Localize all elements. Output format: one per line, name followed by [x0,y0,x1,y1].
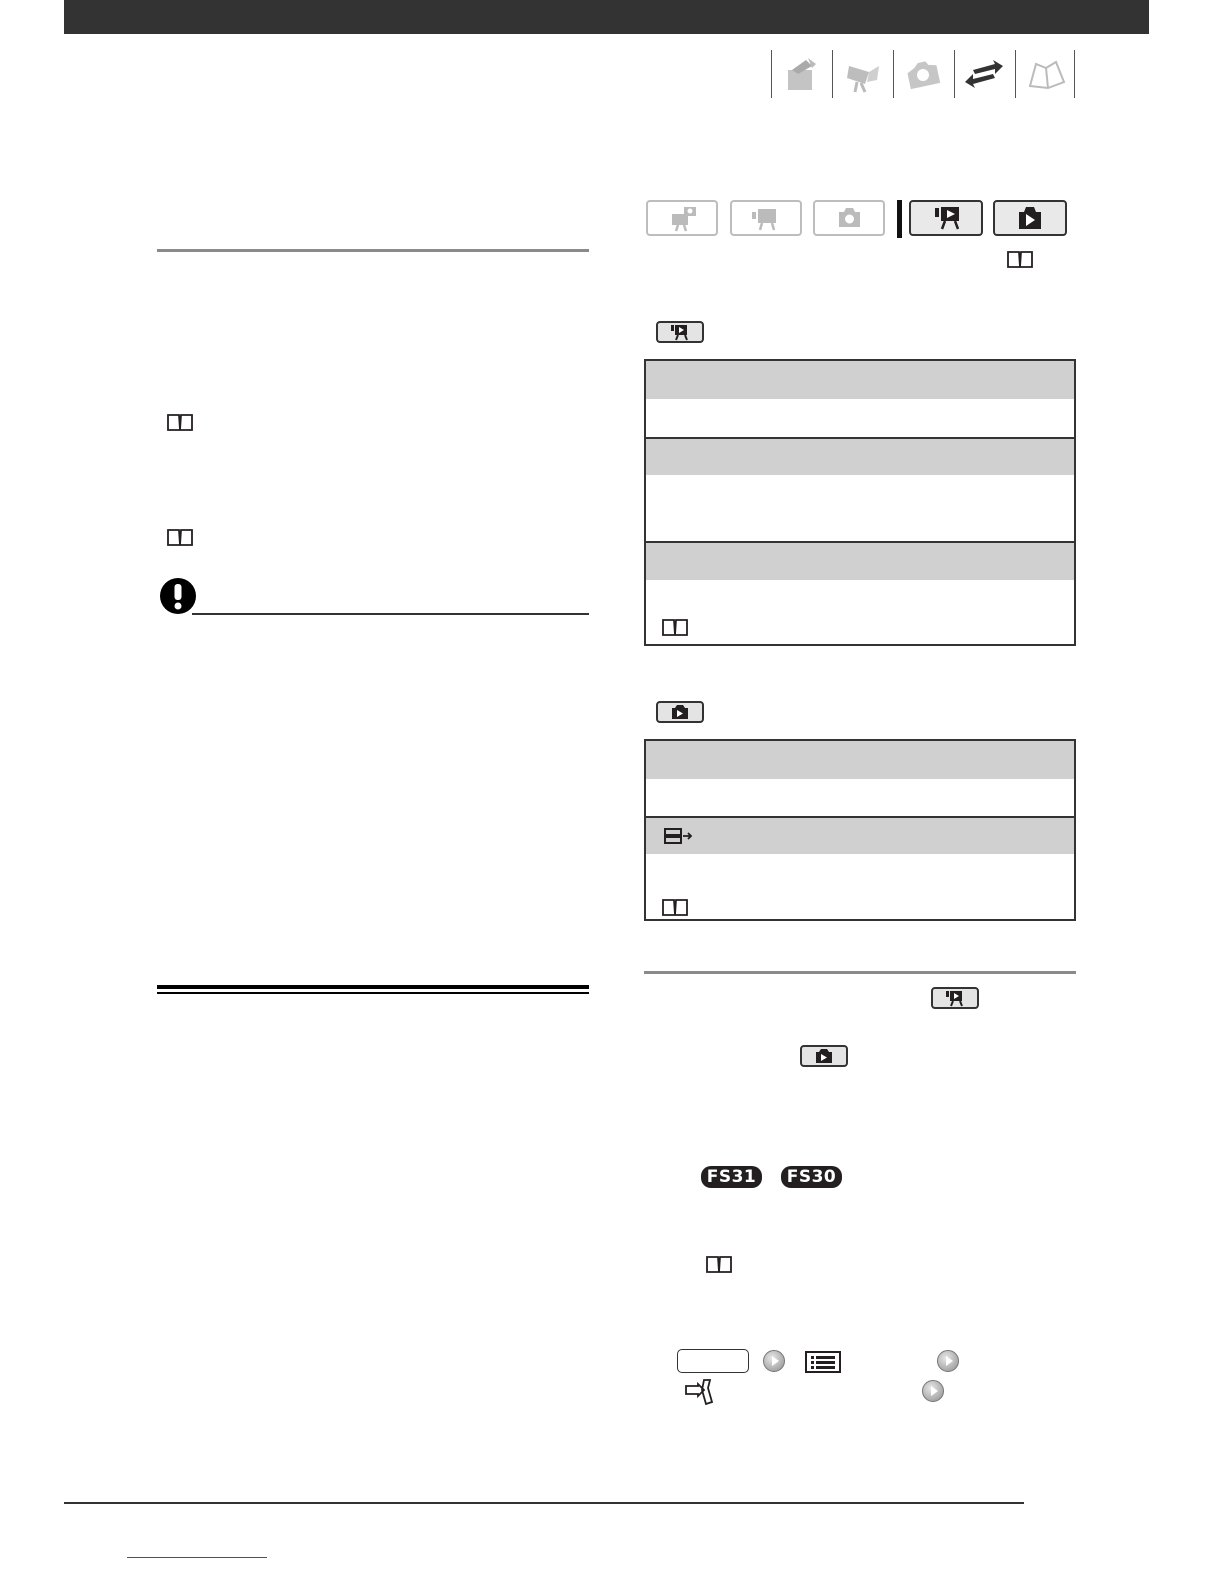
section-rule [157,249,589,252]
table-row-header [646,816,1074,854]
chapter-tab-photos[interactable] [893,50,952,98]
footer-link-underline[interactable] [127,1557,267,1558]
table-row [646,475,1074,541]
chapter-tab-movies[interactable] [832,50,891,98]
movie-playback-mode-icon [911,202,981,234]
movie-playback-table [644,359,1076,646]
movie-record-mode-icon [732,202,800,234]
table-row [646,854,1074,921]
photo-playback-mode-icon [995,202,1065,234]
photos-icon [904,56,944,94]
mode-button-dual-shot [646,200,718,236]
important-rule [192,613,589,615]
page-reference-icon[interactable] [165,526,195,548]
photo-playback-small-button [656,701,704,723]
photo-playback-table [644,739,1076,921]
mode-button-movie-record [730,200,802,236]
page-reference-icon[interactable] [165,411,195,433]
important-icon [159,577,197,615]
table-row-header [646,437,1074,475]
section-rule [644,971,1076,974]
table-row [646,399,1074,437]
section-rule-thin [157,992,589,994]
table-row [646,580,1074,642]
page-reference-icon[interactable] [660,896,690,918]
table-row-header [646,361,1074,399]
movie-playback-mode-icon [658,323,702,341]
next-step-arrow-icon [922,1380,944,1402]
page-reference-icon[interactable] [704,1253,734,1275]
page-reference-icon[interactable] [1005,248,1035,270]
movie-playback-small-button [656,321,704,343]
table-row-header [646,541,1074,580]
table-row-header [646,741,1074,779]
model-badge-fs31: FS31 [701,1166,762,1188]
table-row [646,779,1074,816]
page-reference-icon[interactable] [660,616,690,638]
mode-button-movie-playback [909,200,983,236]
model-badge-fs30: FS30 [781,1166,842,1188]
additional-info-icon [1026,56,1066,94]
dual-shot-mode-icon [648,202,716,234]
intro-icon [782,56,822,94]
movie-playback-mode-icon [933,989,977,1007]
photo-playback-mode-icon [802,1047,846,1065]
movies-icon [843,56,883,94]
mode-separator [897,200,902,238]
photo-record-mode-icon [815,202,883,234]
menu-icon [805,1351,841,1373]
setup-tools-icon [684,1378,716,1406]
top-banner [64,0,1149,34]
section-rule-heavy [157,985,589,989]
photo-playback-mode-icon [658,703,702,721]
external-connections-icon [965,56,1005,94]
footer-rule [64,1502,1024,1504]
chapter-tab-external-connections[interactable] [954,50,1013,98]
chapter-tab-additional-info[interactable] [1015,50,1075,98]
photo-playback-inline-button [800,1045,848,1067]
func-button[interactable] [677,1349,749,1373]
next-step-arrow-icon [763,1350,785,1372]
mode-button-photo-record [813,200,885,236]
chapter-tab-intro[interactable] [771,50,830,98]
movie-playback-inline-button [931,987,979,1009]
next-step-arrow-icon [937,1350,959,1372]
mode-button-photo-playback [993,200,1067,236]
print-transfer-icon [663,826,693,846]
